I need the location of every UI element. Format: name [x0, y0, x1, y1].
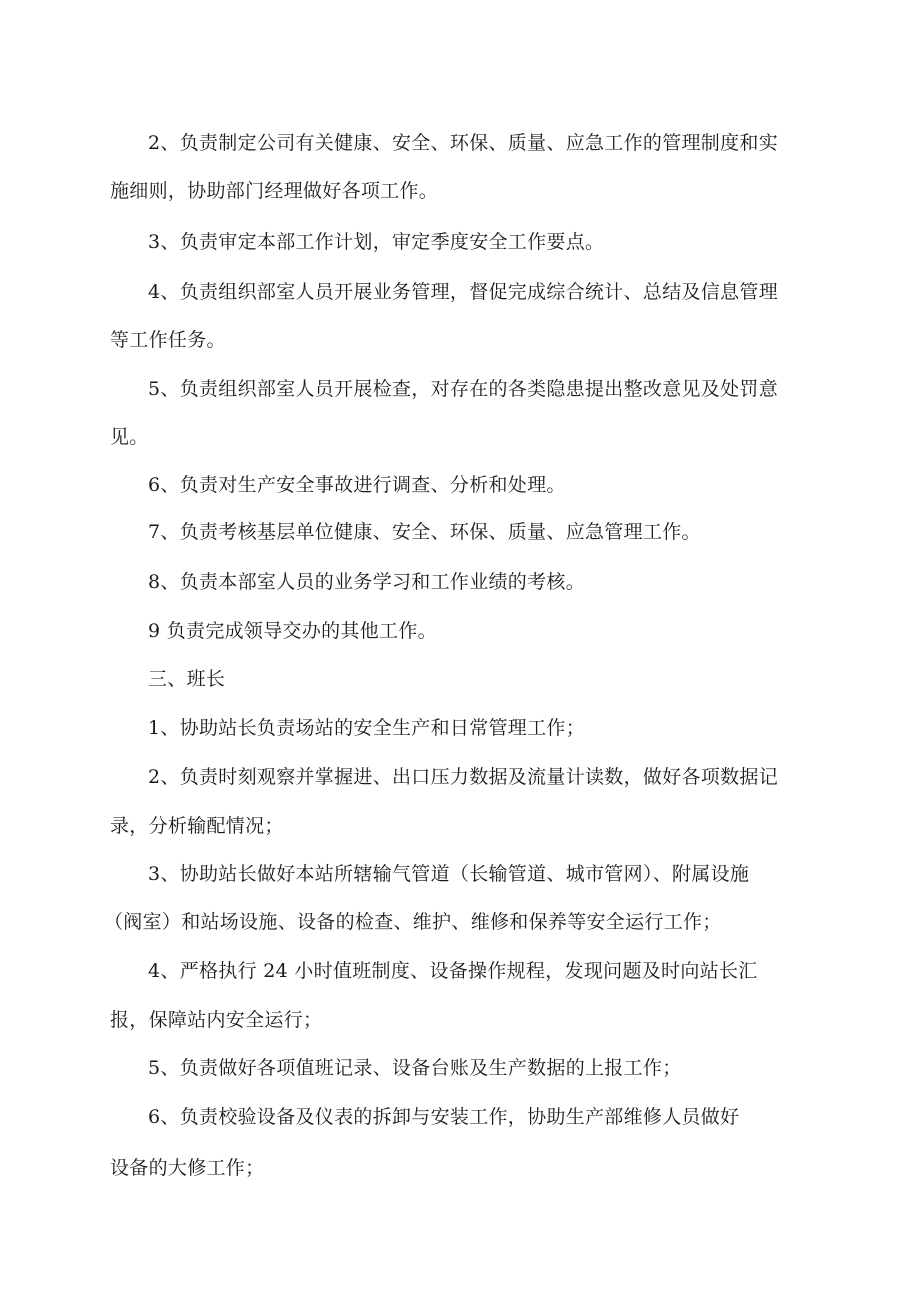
line-5: 等工作任务。 [110, 329, 226, 351]
section-heading-class-leader: 三、班长 [148, 668, 226, 690]
line-17: （阀室）和站场设施、设备的检查、维护、维修和保养等安全运行工作； [104, 911, 722, 933]
line-18: 4、严格执行 24 小时值班制度、设备操作规程，发现问题及时向站长汇 [148, 960, 758, 982]
line-8: 6、负责对生产安全事故进行调查、分析和处理。 [148, 474, 566, 496]
line-13: 1、协助站长负责场站的安全生产和日常管理工作； [148, 717, 585, 739]
line-3: 3、负责审定本部工作计划，审定季度安全工作要点。 [148, 231, 605, 253]
line-16: 3、协助站长做好本站所辖输气管道（长输管道、城市管网）、附属设施 [148, 863, 750, 885]
line-22: 设备的大修工作； [110, 1157, 265, 1179]
line-21: 6、负责校验设备及仪表的拆卸与安装工作，协助生产部维修人员做好 [148, 1106, 740, 1128]
line-1: 2、负责制定公司有关健康、安全、环保、质量、应急工作的管理制度和实 [148, 132, 778, 154]
line-2: 施细则，协助部门经理做好各项工作。 [110, 180, 439, 202]
line-6: 5、负责组织部室人员开展检查，对存在的各类隐患提出整改意见及处罚意 [148, 378, 778, 400]
line-14: 2、负责时刻观察并掌握进、出口压力数据及流量计读数，做好各项数据记 [148, 766, 778, 788]
line-10: 8、负责本部室人员的业务学习和工作业绩的考核。 [148, 571, 585, 593]
line-11: 9 负责完成领导交办的其他工作。 [148, 620, 437, 642]
line-20: 5、负责做好各项值班记录、设备台账及生产数据的上报工作； [148, 1057, 682, 1079]
line-4: 4、负责组织部室人员开展业务管理，督促完成综合统计、总结及信息管理 [148, 281, 778, 303]
line-19: 报，保障站内安全运行； [110, 1009, 323, 1031]
line-7: 见。 [110, 426, 149, 448]
line-9: 7、负责考核基层单位健康、安全、环保、质量、应急管理工作。 [148, 521, 701, 543]
line-15: 录，分析输配情况； [110, 815, 284, 837]
